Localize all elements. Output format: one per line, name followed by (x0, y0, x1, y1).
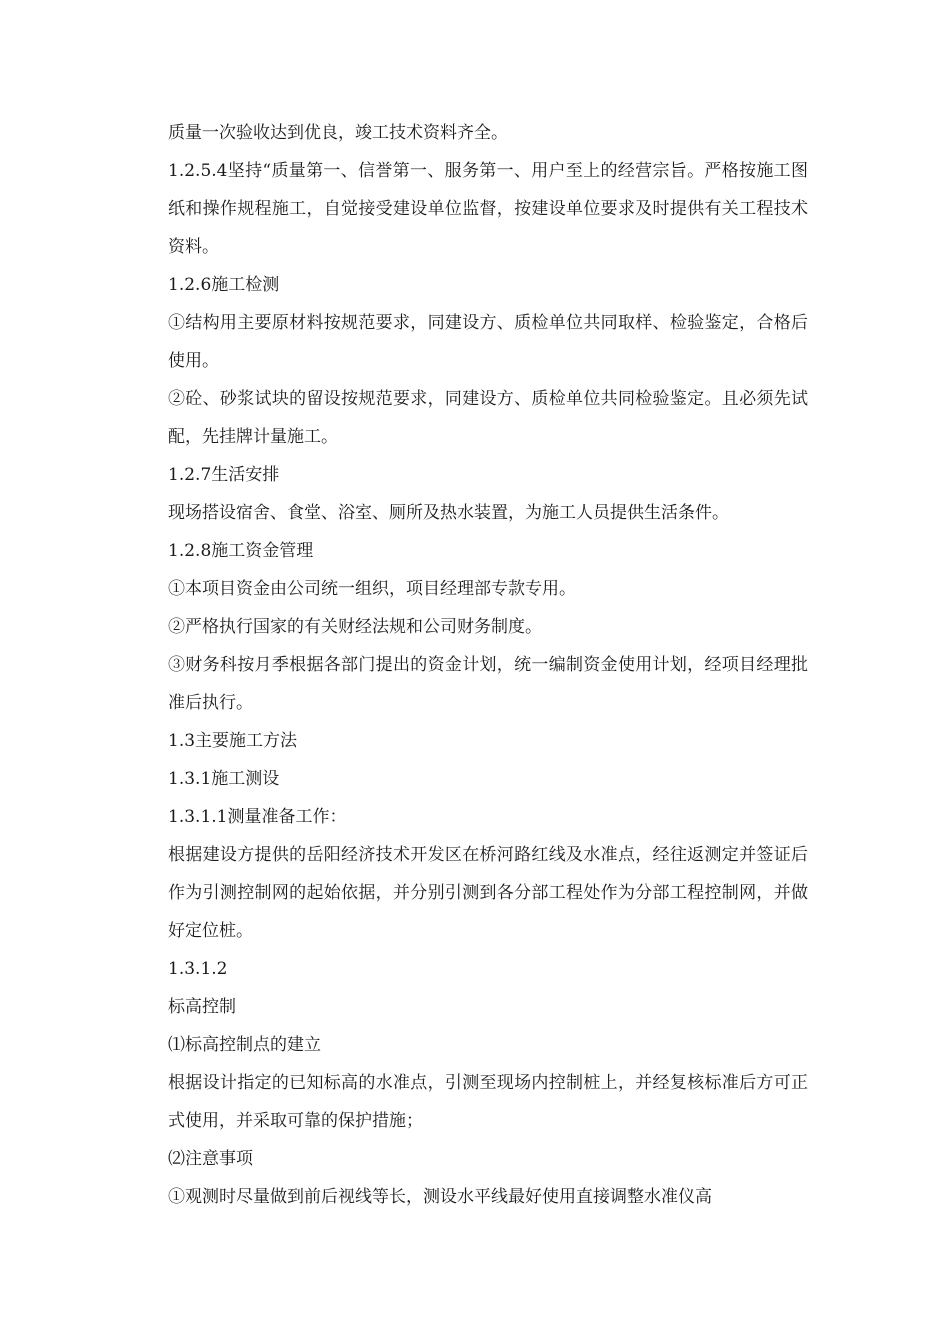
heading-1-2-7: 1.2.7生活安排 (168, 465, 280, 485)
heading-1-3: 1.3主要施工方法 (168, 731, 298, 751)
list-item-observation: ①观测时尽量做到前后视线等长，测设水平线最好使用直接调整水准仪高 (168, 1187, 712, 1207)
subheading-notes: ⑵注意事项 (168, 1149, 253, 1169)
heading-1-2-6: 1.2.6施工检测 (168, 275, 280, 295)
paragraph-1-2-5-4: 1.2.5.4坚持“质量第一、信誉第一、服务第一、用户至上的经营宗旨。严格按施工图纸和操作规程施工，自觉接受建设单位监督，按建设单位要求及时提供有关工程技术资料。 (168, 161, 808, 257)
list-item-test-blocks: ②砼、砂浆试块的留设按规范要求，同建设方、质检单位共同检验鉴定。且必须先试配，先挂牌计量施工。 (168, 389, 808, 447)
list-item-funds-3: ③财务科按月季根据各部门提出的资金计划，统一编制资金使用计划，经项目经理批准后执行。 (168, 655, 808, 713)
list-item-materials: ①结构用主要原材料按规范要求，同建设方、质检单位共同取样、检验鉴定，合格后使用。 (168, 313, 808, 371)
subheading-control-points: ⑴标高控制点的建立 (168, 1035, 321, 1055)
document-body (168, 114, 808, 1216)
heading-elevation-control: 标高控制 (168, 997, 236, 1017)
list-item-funds-2: ②严格执行国家的有关财经法规和公司财务制度。 (168, 617, 542, 637)
heading-1-3-1-2: 1.3.1.2 (168, 959, 228, 979)
paragraph-quality-acceptance: 质量一次验收达到优良，竣工技术资料齐全。 (168, 123, 508, 143)
paragraph-control-points: 根据设计指定的已知标高的水准点，引测至现场内控制桩上，并经复核标准后方可正式使用，并采取可靠的保护措施； (168, 1073, 808, 1131)
heading-1-2-8: 1.2.8施工资金管理 (168, 541, 314, 561)
paragraph-survey-basis: 根据建设方提供的岳阳经济技术开发区在桥河路红线及水准点，经往返测定并签证后作为引测控制网的起始依据，并分别引测到各分部工程处作为分部工程控制网，并做好定位桩。 (168, 845, 808, 941)
paragraph-living-arrangement: 现场搭设宿舍、食堂、浴室、厕所及热水装置，为施工人员提供生活条件。 (168, 503, 729, 523)
heading-1-3-1: 1.3.1施工测设 (168, 769, 280, 789)
heading-1-3-1-1: 1.3.1.1测量准备工作： (168, 807, 347, 827)
list-item-funds-1: ①本项目资金由公司统一组织，项目经理部专款专用。 (168, 579, 576, 599)
